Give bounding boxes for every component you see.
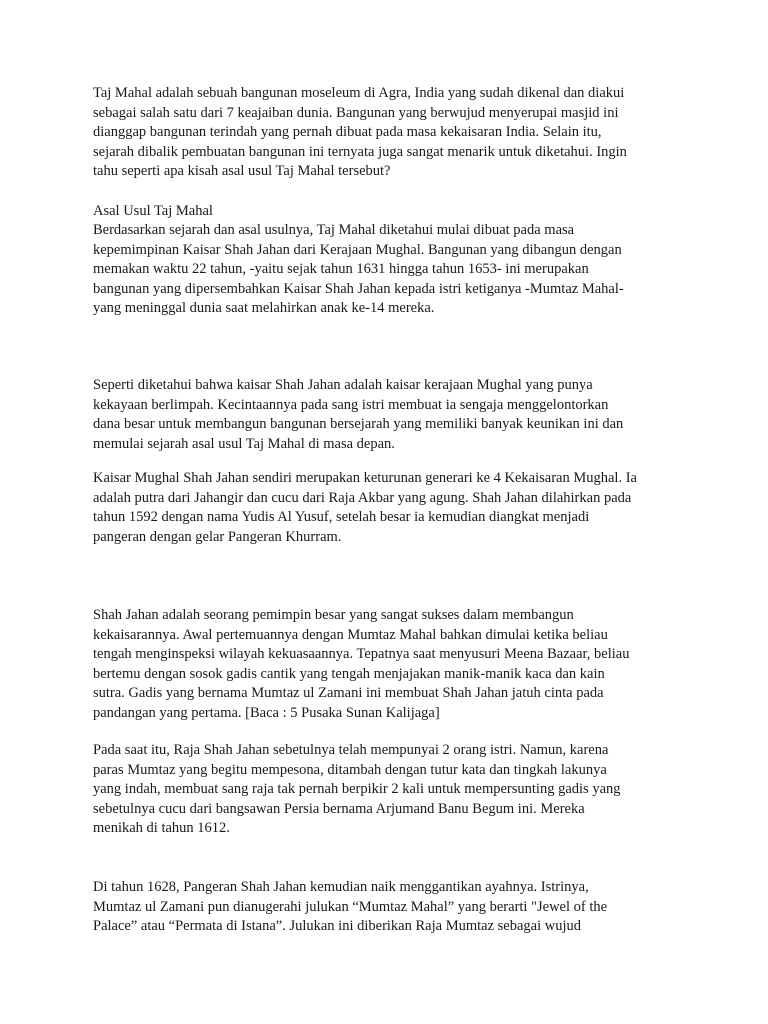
- paragraph-title: Di tahun 1628, Pangeran Shah Jahan kemudian naik menggantikan ayahnya. Istrinya, Mumtaz ul Zamani pun dianugerahi julukan “Mumtaz Mahal” yang berarti "Jewel of the Palace” atau “Permata di Istana”. Julukan ini diberikan Raja Mumtaz sebagai wujud: [93, 879, 608, 935]
- paragraph-origin: Berdasarkan sejarah dan asal usulnya, Taj Mahal diketahui mulai dibuat pada masa kepemimpinan Kaisar Shah Jahan dari Kerajaan Mughal. Bangunan yang dibangun dengan memakan waktu 22 tahun, -yaitu sejak tahun 1631 hingga tahun 1653- ini merupakan bangunan yang dipersembahkan Kaisar Shah Jahan kepada istri ketiganya -Mumtaz Mahal- yang meninggal dunia saat melahirkan anak ke-14 mereka.: [93, 222, 624, 317]
- paragraph-intro: Taj Mahal adalah sebuah bangunan moseleum di Agra, India yang sudah dikenal dan diakui sebagai salah satu dari 7 keajaiban dunia. Bangunan yang berwujud menyerupai masjid ini dianggap bangunan terindah yang pernah dibuat pada masa kekaisaran India. Selain itu, sejarah dibalik pembuatan bangunan ini ternyata juga sangat menarik untuk diketahui. Ingin tahu seperti apa kisah asal usul Taj Mahal tersebut?: [93, 85, 627, 180]
- paragraph-meeting: Shah Jahan adalah seorang pemimpin besar yang sangat sukses dalam membangun kekaisarannya. Awal pertemuannya dengan Mumtaz Mahal bahkan dimulai ketika beliau tengah menginspeksi wilayah kekuasaannya. Tepatnya saat menyusuri Meena Bazaar, beliau bertemu dengan sosok gadis cantik yang tengah menjajakan manik-manik kaca dan kain sutra. Gadis yang bernama Mumtaz ul Zamani ini membuat Shah Jahan jatuh cinta pada pandangan yang pertama. [Baca : 5 Pusaka Sunan Kalijaga]: [93, 607, 630, 721]
- paragraph-lineage: Kaisar Mughal Shah Jahan sendiri merupakan keturunan generari ke 4 Kekaisaran Mughal. Ia adalah putra dari Jahangir dan cucu dari Raja Akbar yang agung. Shah Jahan dilahirkan pada tahun 1592 dengan nama Yudis Al Yusuf, setelah besar ia kemudian diangkat menjadi pangeran dengan gelar Pangeran Khurram.: [93, 470, 637, 545]
- section-heading: Asal Usul Taj Mahal: [93, 203, 213, 219]
- paragraph-wealth: Seperti diketahui bahwa kaisar Shah Jahan adalah kaisar kerajaan Mughal yang punya kekayaan berlimpah. Kecintaannya pada sang istri membuat ia sengaja menggelontorkan dana besar untuk membangun bangunan bersejarah yang memiliki banyak keunikan ini dan memulai sejarah asal usul Taj Mahal di masa depan.: [93, 377, 624, 452]
- paragraph-marriage: Pada saat itu, Raja Shah Jahan sebetulnya telah mempunyai 2 orang istri. Namun, karena paras Mumtaz yang begitu mempesona, ditambah dengan tutur kata dan tingkah lakunya yang indah, membuat sang raja tak pernah berpikir 2 kali untuk mempersunting gadis yang sebetulnya cucu dari bangsawan Persia bernama Arjumand Banu Begum ini. Mereka menikah di tahun 1612.: [93, 742, 621, 837]
